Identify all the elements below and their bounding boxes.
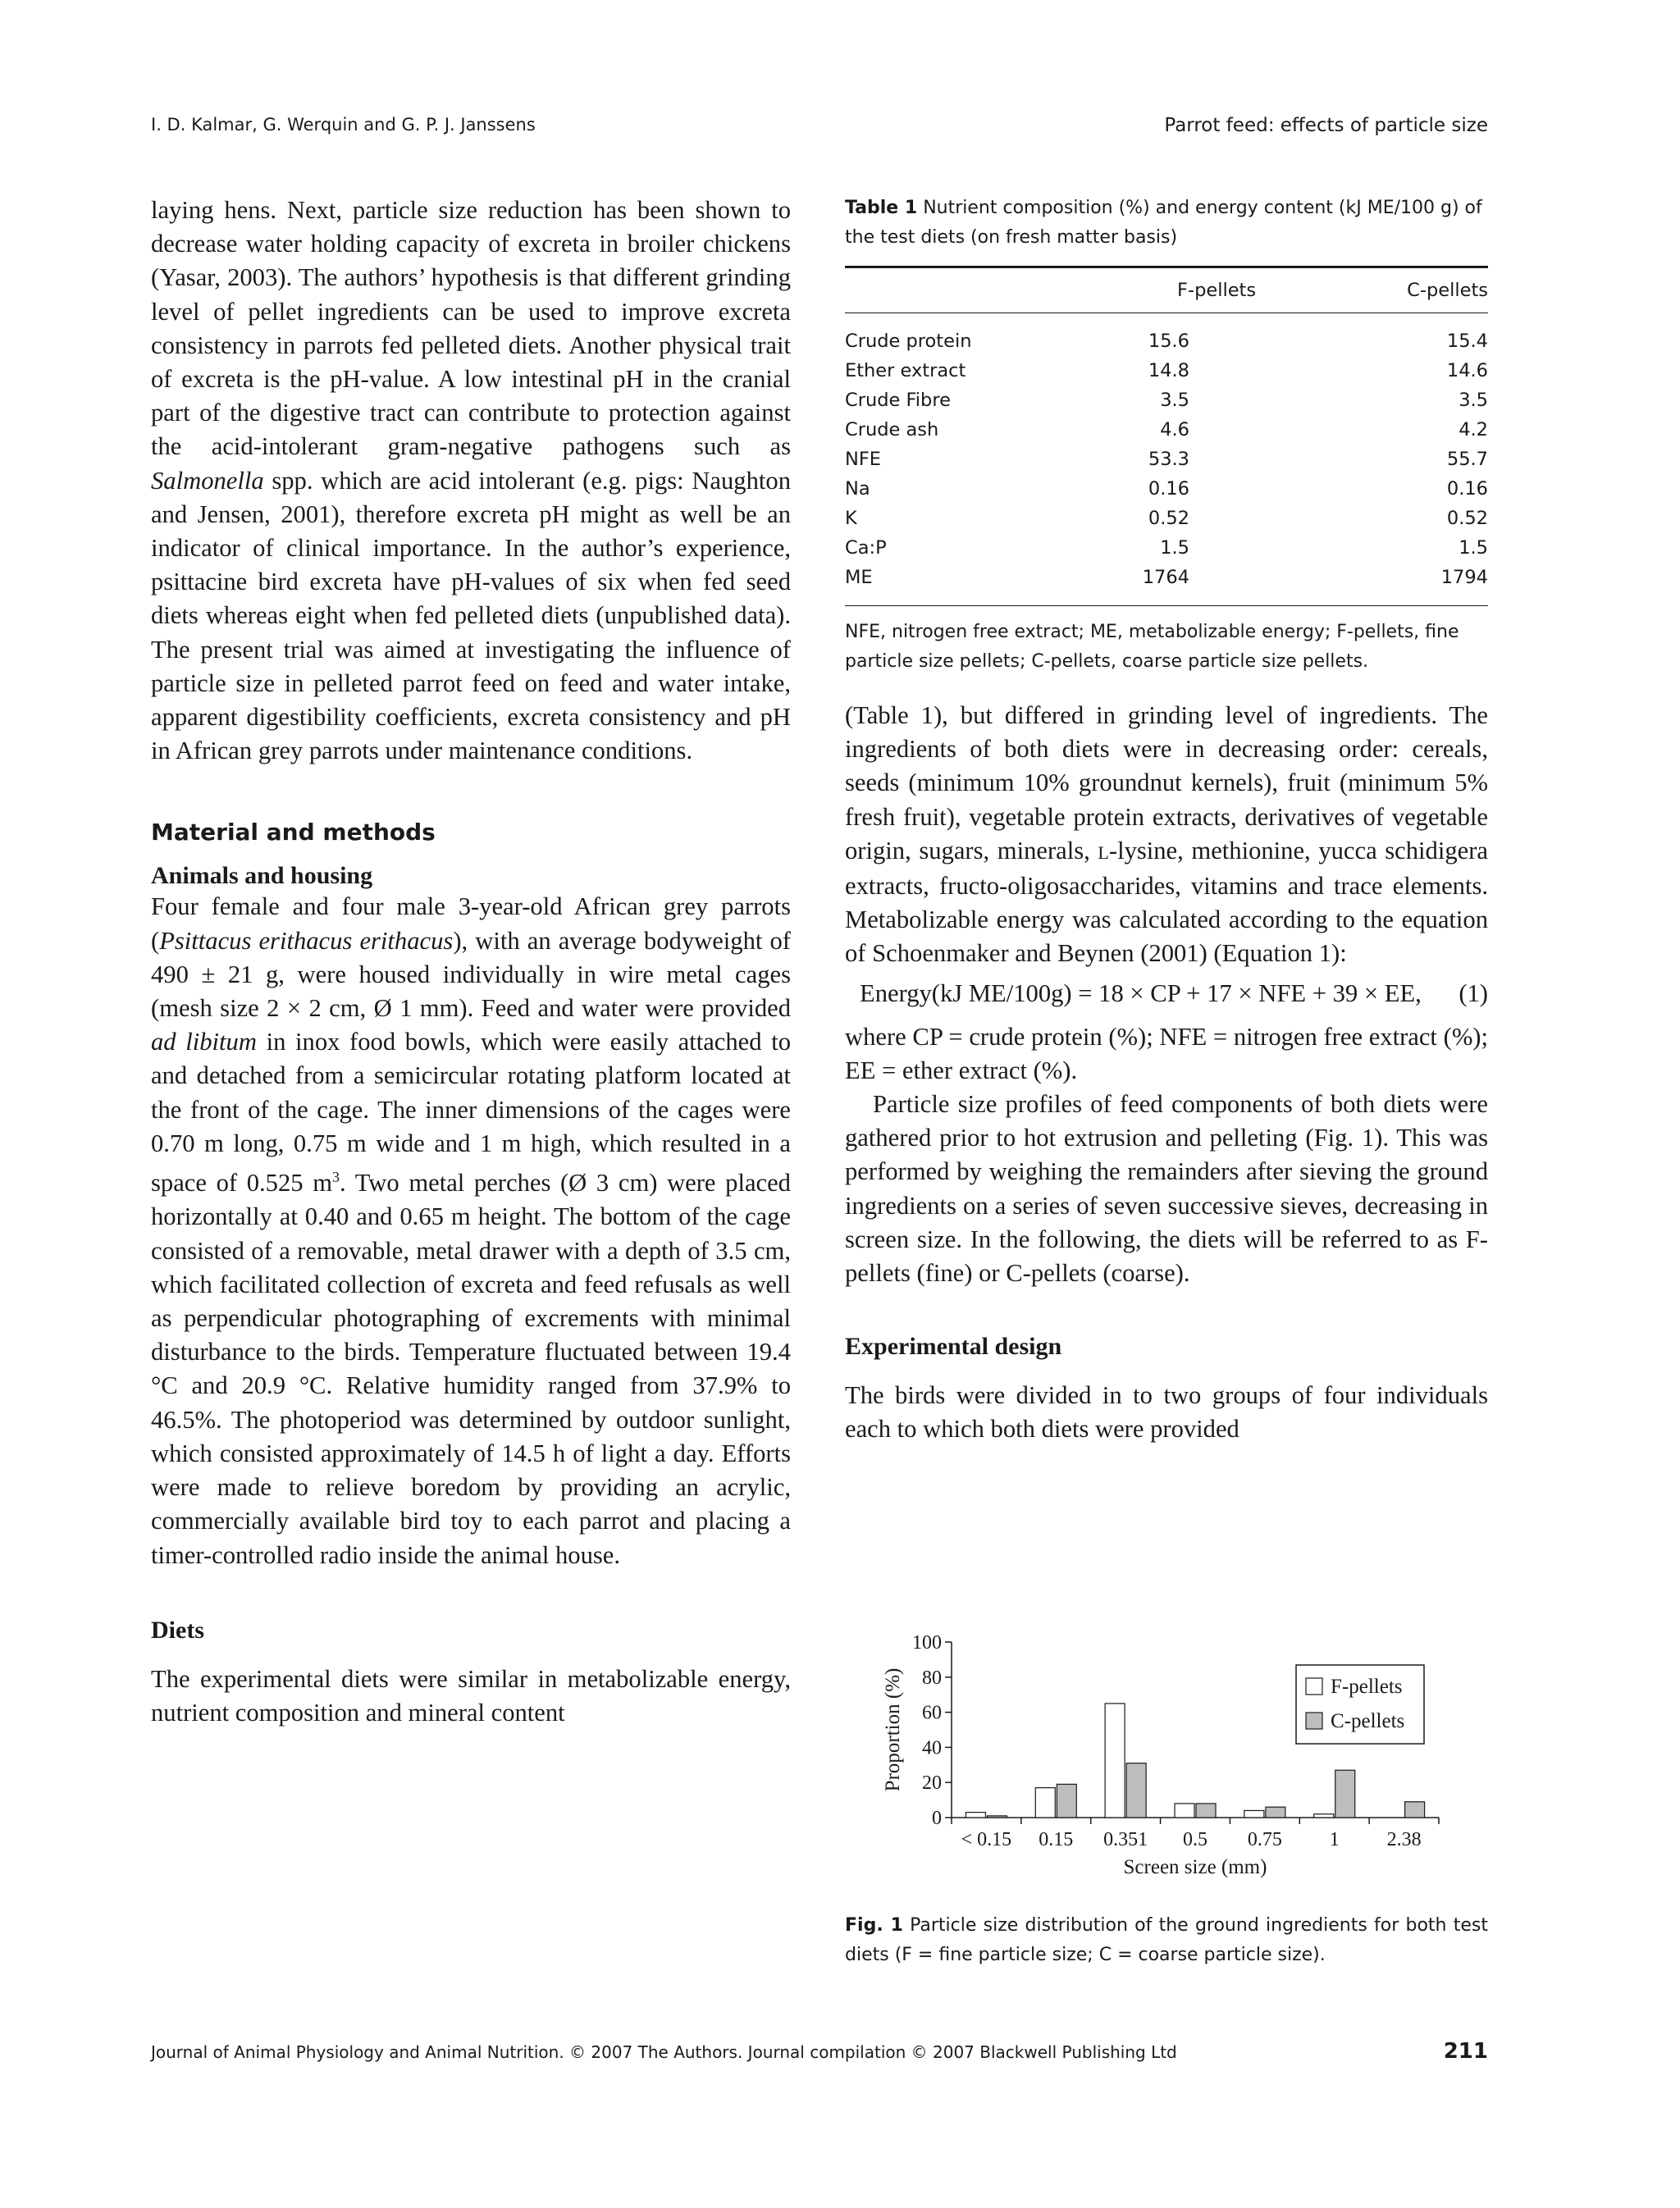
bar-f-pellets-1 bbox=[1035, 1788, 1055, 1818]
y-tick-label: 100 bbox=[912, 1632, 942, 1654]
x-tick-label: 0.15 bbox=[1039, 1829, 1074, 1850]
design-paragraph: The birds were divided in to two groups of four individuals each to which both diets were provided bbox=[845, 1381, 1488, 1444]
table-row: NFE 53.3 55.7 bbox=[845, 449, 1488, 470]
figure-caption: Fig. 1 Particle size distribution of the ground ingredients for both test diets (F = fine particle size; C = coarse particle size). bbox=[845, 1915, 1488, 1965]
x-tick-label: < 0.15 bbox=[961, 1829, 1012, 1850]
bar-f-pellets-4 bbox=[1244, 1810, 1264, 1818]
y-axis-label: Proportion (%) bbox=[882, 1667, 904, 1792]
x-tick-label: 1 bbox=[1329, 1829, 1340, 1850]
subheading-animals: Animals and housing bbox=[151, 862, 373, 890]
x-tick-label: 0.351 bbox=[1103, 1829, 1148, 1850]
equation-definitions: where CP = crude protein (%); NFE = nitrogen free extract (%); EE = ether extract (%). bbox=[845, 1022, 1488, 1084]
equation-number: (1) bbox=[1459, 979, 1488, 1007]
subheading-diets: Diets bbox=[151, 1616, 204, 1644]
table-row: Crude protein 15.6 15.4 bbox=[845, 331, 1488, 352]
bar-f-pellets-0 bbox=[966, 1813, 985, 1818]
table-row: ME 1764 1794 bbox=[845, 567, 1488, 588]
table-footnote: NFE, nitrogen free extract; ME, metabolizable energy; F-pellets, fine particle size pellets; C-pellets, coarse particle size pellets. bbox=[845, 622, 1459, 672]
x-tick-label: 0.75 bbox=[1247, 1829, 1282, 1850]
running-head-authors: I. D. Kalmar, G. Werquin and G. P. J. Janssens bbox=[151, 115, 536, 135]
equation-text: Energy(kJ ME/100g) = 18 × CP + 17 × NFE + 39 × EE, bbox=[860, 979, 1422, 1007]
y-tick-label: 20 bbox=[922, 1772, 942, 1795]
x-tick-label: 0.5 bbox=[1183, 1829, 1208, 1850]
legend-label-f-pellets: F-pellets bbox=[1331, 1676, 1403, 1698]
bar-c-pellets-0 bbox=[987, 1816, 1007, 1818]
bar-f-pellets-2 bbox=[1105, 1704, 1125, 1818]
y-tick-label: 60 bbox=[922, 1702, 942, 1724]
section-heading-methods: Material and methods bbox=[151, 819, 436, 846]
footer bbox=[151, 2039, 1488, 2064]
bar-c-pellets-6 bbox=[1405, 1802, 1425, 1818]
equation-1 bbox=[845, 971, 1488, 1020]
diets-paragraph: The experimental diets were similar in metabolizable energy, nutrient composition and mineral content bbox=[151, 1664, 791, 1727]
bar-c-pellets-3 bbox=[1196, 1804, 1216, 1818]
nutrient-table bbox=[845, 268, 1488, 312]
y-tick-label: 40 bbox=[922, 1737, 942, 1759]
table-1 bbox=[845, 194, 1488, 677]
table-row: Na 0.16 0.16 bbox=[845, 478, 1488, 500]
left-column bbox=[151, 194, 791, 1730]
y-tick-label: 80 bbox=[922, 1667, 942, 1689]
salmonella-italic: Salmonella bbox=[151, 466, 264, 495]
x-axis-label: Screen size (mm) bbox=[1123, 1856, 1267, 1878]
bar-c-pellets-4 bbox=[1266, 1807, 1285, 1818]
bar-c-pellets-5 bbox=[1335, 1770, 1355, 1818]
intro-paragraph: laying hens. Next, particle size reduction has been shown to decrease water holding capacity of excreta in broiler chickens (Yasar, 2003). The authors’ hypothesis is that different grinding level of pellet ingredients can be used to improve excreta consistency in parrots fed pelleted diets. Another physical trait of excreta is the pH-value. A low intestinal pH in the cranial part of the digestive tract can contribute to protection against the acid-intolerant gram-negative pathogens such as Salmonella spp. which are acid intolerant (e.g. pigs: Naughton and Jensen, 2001), therefore excreta pH might as well be an indicator of clinical importance. In the author’s experience, psittacine bird excreta have pH-values of six when fed seed diets whereas eight when fed pelleted diets (unpublished data). The present trial was aimed at investigating the influence of particle size in pelleted parrot feed on feed and water intake, apparent digestibility coefficients, excreta consistency and pH in African grey parrots under maintenance conditions. bbox=[151, 196, 791, 765]
col-header-f: F-pellets bbox=[1177, 280, 1257, 301]
particle-size-paragraph: Particle size profiles of feed components of both diets were gathered prior to hot extrusion and pelleting (Fig. 1). This was performed by weighing the remainders after sieving the ground ingredients on a series of seven successive sieves, decreasing in screen size. In the following, the diets will be referred to as F-pellets (fine) or C-pellets (coarse). bbox=[845, 1090, 1488, 1288]
animals-paragraph: Four female and four male 3-year-old African grey parrots (Psittacus erithacus erithacus), with an average bodyweight of 490 ± 21 g, were housed individually in wire metal cages (mesh size 2 × 2 cm, Ø 1 mm). Feed and water were provided ad libitum in inox food bowls, which were easily attached to and detached from a semicircular rotating platform located at the front of the cage. The inner dimensions of the cages were 0.70 m long, 0.75 m wide and 1 m high, which resulted in a space of 0.525 $m^3$. Two metal perches (Ø 3 cm) were placed horizontally at 0.40 and 0.65 m height. The bottom of the cage consisted of a removable, metal drawer with a depth of 3.5 cm, which facilitated collection of excreta and feed refusals as well as perpendicular photographing of excrements with minimal disturbance to the birds. Temperature fluctuated between 19.4 °C and 20.9 °C. Relative humidity ranged from 37.9% to 46.5%. The photoperiod was determined by outdoor sunlight, which consisted approximately of 14.5 h of light a day. Efforts were made to relieve boredom by providing an acrylic, commercially available bird toy to each parrot and placing a timer-controlled radio inside the animal house. bbox=[151, 892, 791, 1569]
bar-c-pellets-1 bbox=[1057, 1784, 1076, 1818]
table-row: Crude Fibre 3.5 3.5 bbox=[845, 390, 1488, 411]
table-body bbox=[845, 313, 1488, 605]
table-caption: Table 1 Nutrient composition (%) and energy content (kJ ME/100 g) of the test diets (on fresh matter basis) bbox=[845, 198, 1482, 248]
legend-swatch-c-pellets bbox=[1306, 1713, 1322, 1729]
subheading-design: Experimental design bbox=[845, 1333, 1062, 1361]
col-header-c: C-pellets bbox=[1407, 280, 1488, 301]
table-row: K 0.52 0.52 bbox=[845, 508, 1488, 529]
bar-f-pellets-5 bbox=[1314, 1814, 1334, 1818]
table-row: Crude ash 4.6 4.2 bbox=[845, 419, 1488, 440]
right-column bbox=[845, 699, 1488, 1447]
page-number: 211 bbox=[1443, 2039, 1488, 2064]
diet-ingredients-paragraph: (Table 1), but differed in grinding level of ingredients. The ingredients of both diets were in decreasing order: cereals, seeds (minimum 10% groundnut kernels), fruit (minimum 5% fresh fruit), vegetable protein extracts, derivatives of vegetable origin, sugars, minerals, L-lysine, methionine, yucca schidigera extracts, fructo-oligosaccharides, vitamins and trace elements. Metabolizable energy was calculated according to the equation of Schoenmaker and Beynen (2001) (Equation 1): bbox=[845, 701, 1488, 968]
bar-f-pellets-3 bbox=[1175, 1804, 1194, 1818]
x-tick-label: 2.38 bbox=[1386, 1829, 1422, 1850]
running-head-title: Parrot feed: effects of particle size bbox=[1164, 115, 1488, 136]
running-head bbox=[151, 115, 1488, 144]
table-row: Ether extract 14.8 14.6 bbox=[845, 360, 1488, 381]
legend-swatch-f-pellets bbox=[1306, 1678, 1322, 1695]
y-tick-label: 0 bbox=[932, 1808, 942, 1829]
bar-c-pellets-2 bbox=[1126, 1763, 1146, 1818]
table-row: Ca:P 1.5 1.5 bbox=[845, 537, 1488, 559]
legend-label-c-pellets: C-pellets bbox=[1331, 1710, 1405, 1732]
particle-size-chart bbox=[845, 1624, 1488, 1903]
journal-info: Journal of Animal Physiology and Animal Nutrition. © 2007 The Authors. Journal compilation © 2007 Blackwell Publishing Ltd bbox=[151, 2042, 1177, 2062]
